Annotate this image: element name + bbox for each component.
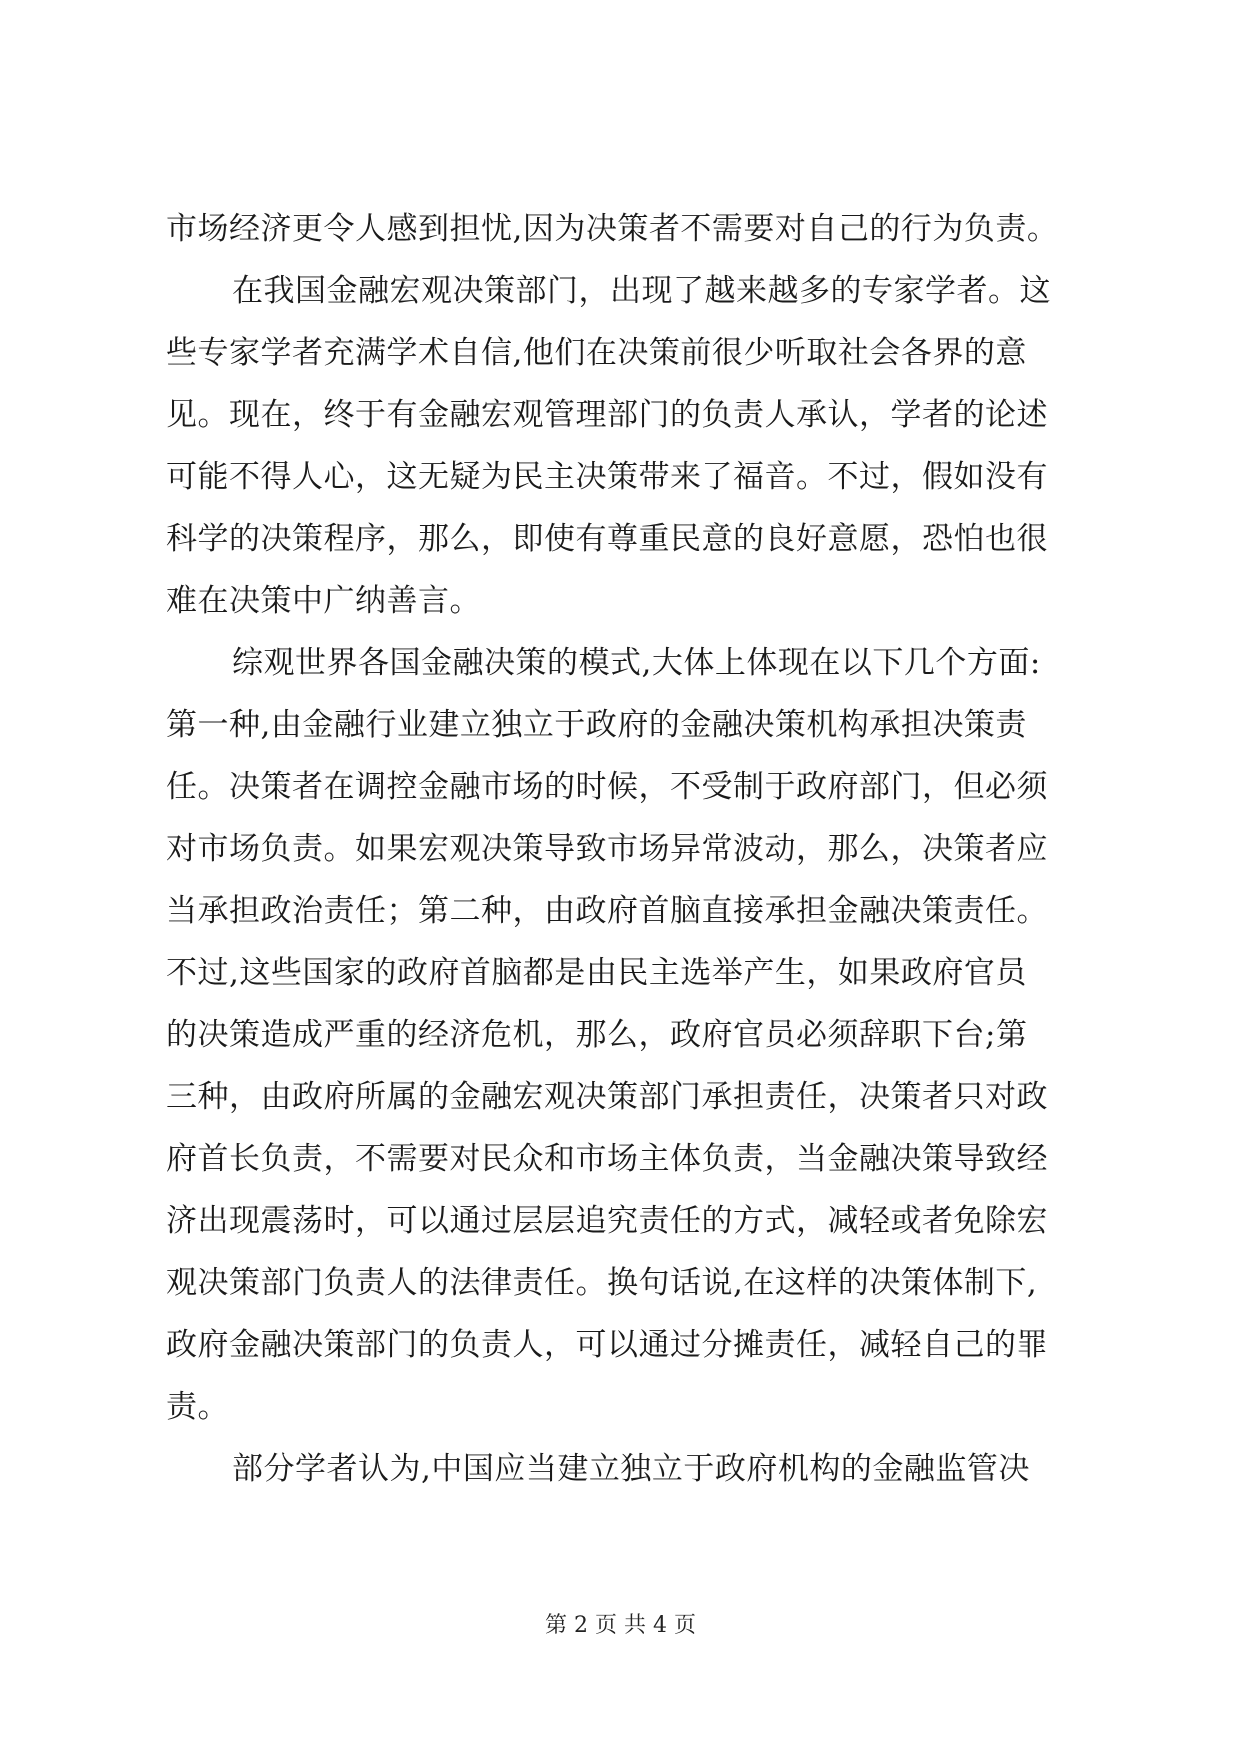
- page-number-footer: 第 2 页 共 4 页: [545, 1613, 696, 1638]
- text-line: 见。现在，终于有金融宏观管理部门的负责人承认，学者的论述: [166, 397, 1048, 433]
- text-line: 观决策部门负责人的法律责任。换句话说,在这样的决策体制下,: [166, 1265, 1038, 1301]
- text-line: 难在决策中广纳善言。: [166, 583, 481, 619]
- text-line: 府首长负责，不需要对民众和市场主体负责，当金融决策导致经: [166, 1141, 1048, 1177]
- paragraph-start-line: 在我国金融宏观决策部门，出现了越来越多的专家学者。这: [232, 273, 1051, 309]
- text-line: 责。: [166, 1389, 229, 1425]
- paragraph-start-line: 部分学者认为,中国应当建立独立于政府机构的金融监管决: [232, 1451, 1030, 1487]
- paragraph-start-line: 综观世界各国金融决策的模式,大体上体现在以下几个方面:: [232, 645, 1041, 681]
- text-line: 当承担政治责任；第二种，由政府首脑直接承担金融决策责任。: [166, 893, 1048, 929]
- text-line: 济出现震荡时，可以通过层层追究责任的方式，减轻或者免除宏: [166, 1203, 1048, 1239]
- text-line: 对市场负责。如果宏观决策导致市场异常波动，那么，决策者应: [166, 831, 1048, 867]
- text-line: 不过,这些国家的政府首脑都是由民主选举产生，如果政府官员: [166, 955, 1027, 991]
- text-line: 些专家学者充满学术自信,他们在决策前很少听取社会各界的意: [166, 335, 1027, 371]
- text-line: 第一种,由金融行业建立独立于政府的金融决策机构承担决策责: [166, 707, 1027, 743]
- text-line: 三种，由政府所属的金融宏观决策部门承担责任，决策者只对政: [166, 1079, 1048, 1115]
- text-line: 市场经济更令人感到担忧,因为决策者不需要对自己的行为负责。: [166, 211, 1059, 247]
- text-line: 政府金融决策部门的负责人，可以通过分摊责任，减轻自己的罪: [166, 1327, 1048, 1363]
- text-line: 的决策造成严重的经济危机，那么，政府官员必须辞职下台;第: [166, 1017, 1028, 1053]
- text-line: 科学的决策程序，那么，即使有尊重民意的良好意愿，恐怕也很: [166, 521, 1048, 557]
- text-line: 任。决策者在调控金融市场的时候，不受制于政府部门，但必须: [166, 769, 1048, 805]
- text-line: 可能不得人心，这无疑为民主决策带来了福音。不过，假如没有: [166, 459, 1048, 495]
- document-body: [166, 198, 1086, 1500]
